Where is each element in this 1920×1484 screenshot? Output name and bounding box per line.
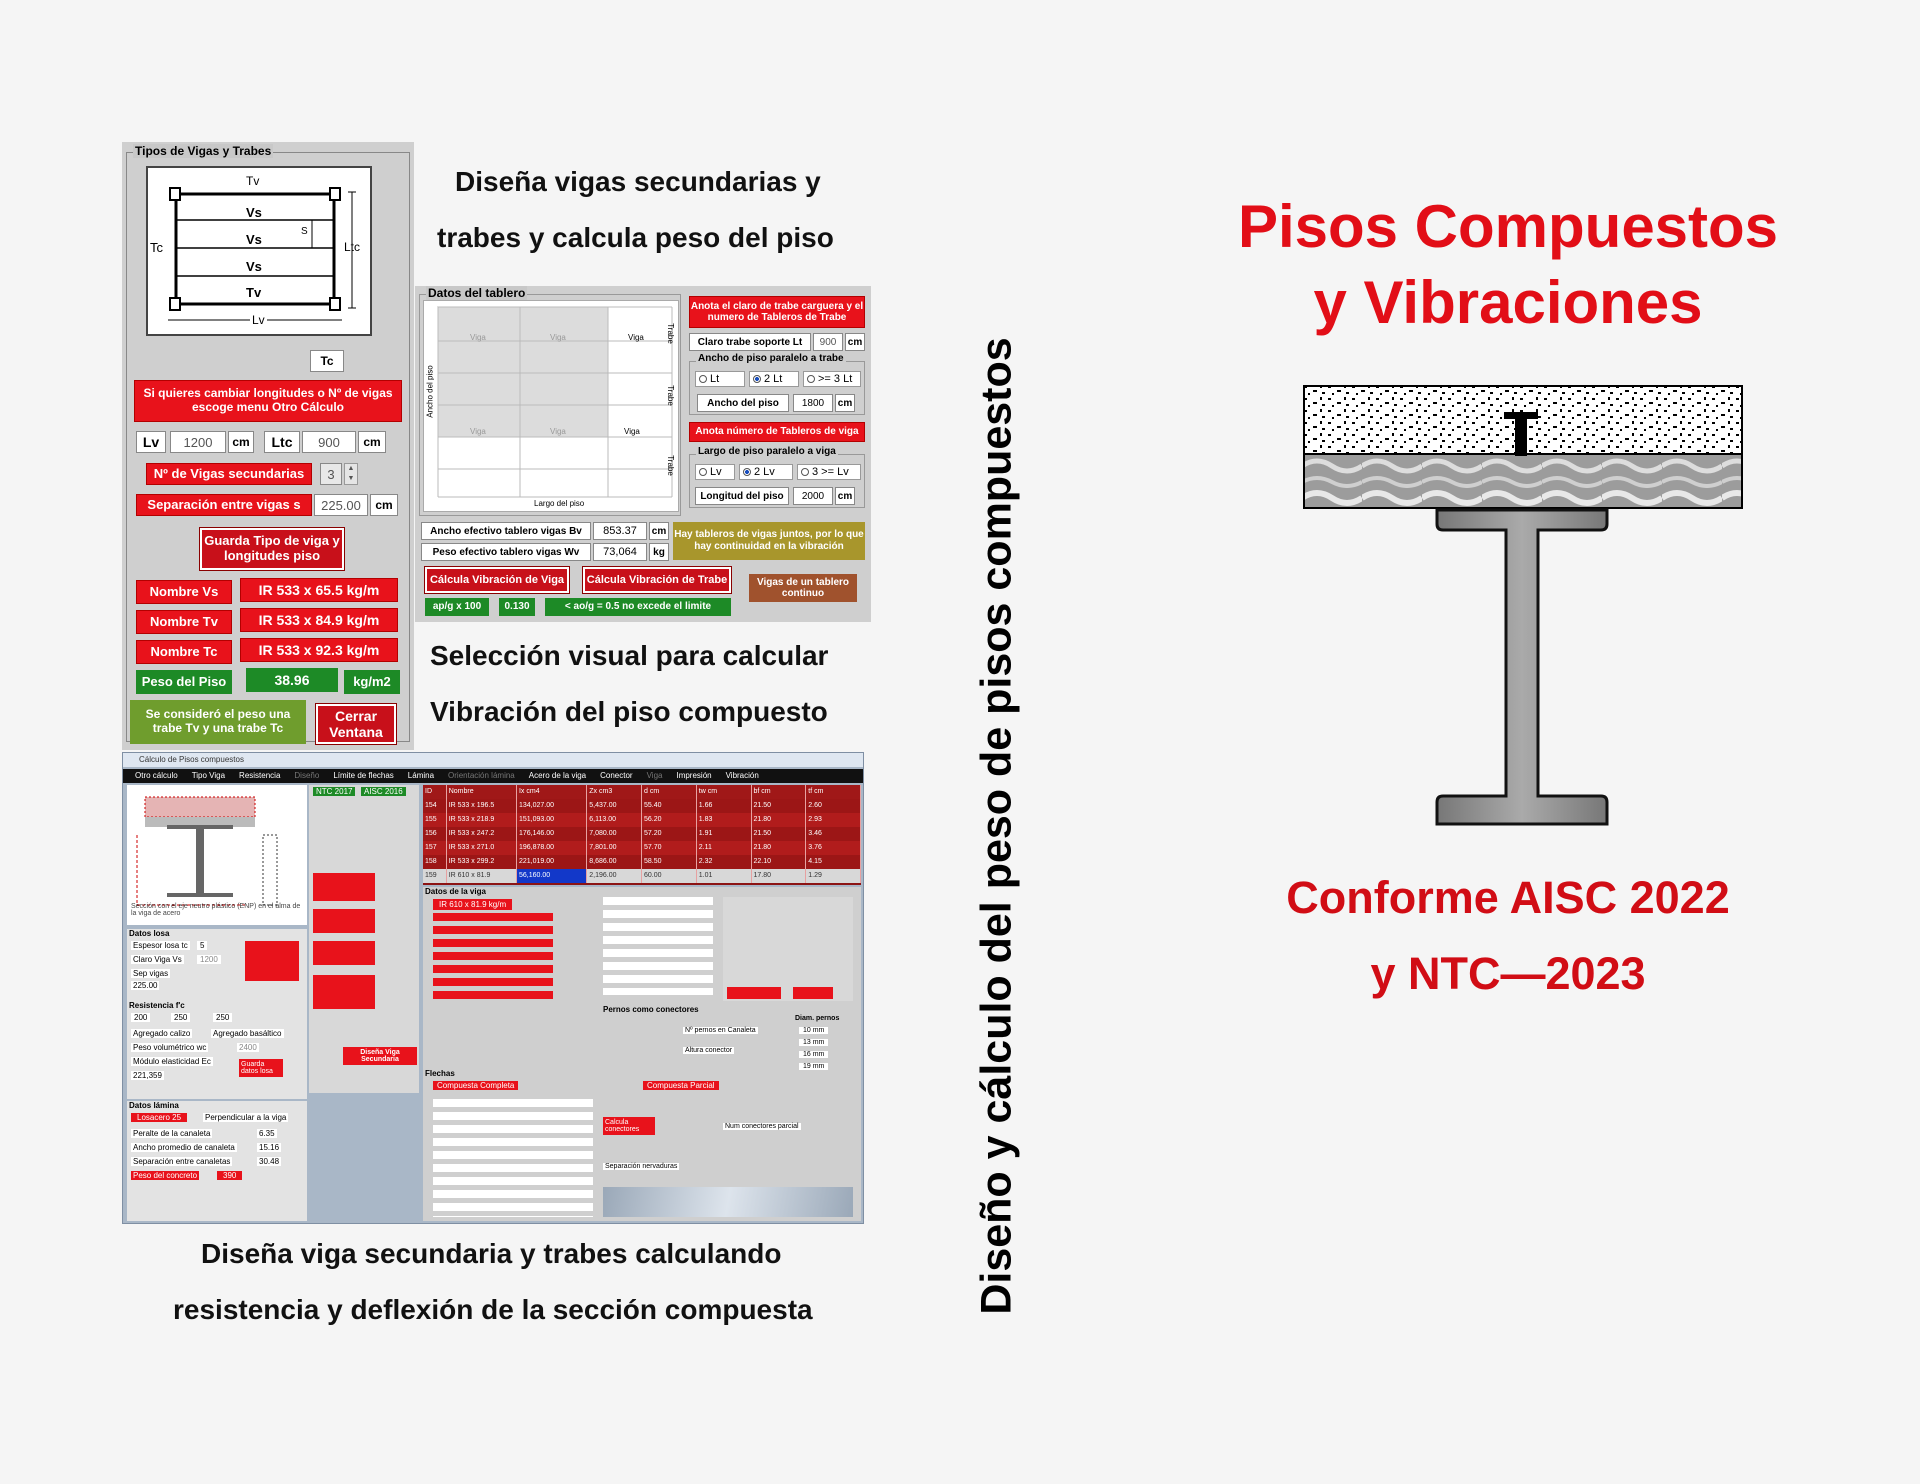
table-cell: 176,146.00 bbox=[517, 827, 587, 841]
cover-title-line-2: y Vibraciones bbox=[1313, 269, 1703, 336]
composite-values bbox=[603, 897, 713, 995]
claro-unit: cm bbox=[845, 333, 865, 351]
table-cell: 156 bbox=[423, 827, 447, 841]
table-header-d: d cm bbox=[642, 785, 697, 799]
nombre-vs-label: Nombre Vs bbox=[136, 580, 232, 604]
diagram-label-ltc: Ltc bbox=[344, 240, 361, 254]
menu-orientacion[interactable]: Orientación lámina bbox=[448, 771, 515, 780]
table-cell: 134,027.00 bbox=[517, 799, 587, 813]
bv-label: Ancho efectivo tablero vigas Bv bbox=[421, 522, 591, 540]
board-data-panel bbox=[415, 286, 871, 622]
largo-option-2lv[interactable] bbox=[739, 464, 793, 480]
table-row[interactable] bbox=[423, 869, 861, 883]
bv-unit: cm bbox=[649, 522, 669, 540]
nombre-tc-label: Nombre Tc bbox=[136, 640, 232, 664]
table-cell: 151,093.00 bbox=[517, 813, 587, 827]
table-cell: 55.40 bbox=[642, 799, 697, 813]
menu-conector[interactable]: Conector bbox=[600, 771, 633, 780]
separacion-label: Separación entre vigas s bbox=[136, 494, 312, 516]
table-cell: 1.01 bbox=[697, 869, 752, 883]
largo-option-3lv[interactable] bbox=[797, 464, 861, 480]
diagram-label-tv-top: Tv bbox=[246, 174, 260, 188]
radio-icon bbox=[699, 375, 707, 383]
beam-data-area bbox=[423, 887, 861, 1221]
claro-label: Claro trabe soporte Lt bbox=[689, 333, 811, 351]
ancho-option-3lt-label: >= 3 Lt bbox=[818, 373, 853, 385]
table-row[interactable] bbox=[423, 841, 861, 855]
table-cell: 57.20 bbox=[642, 827, 697, 841]
peso-vol-input[interactable]: 2400 bbox=[239, 1043, 257, 1052]
table-cell: 1.66 bbox=[697, 799, 752, 813]
grid-label-ancho: Ancho del piso bbox=[425, 365, 435, 418]
radio-icon bbox=[801, 468, 809, 476]
peso-piso-label: Peso del Piso bbox=[136, 670, 232, 694]
table-cell: IR 610 x 81.9 bbox=[447, 869, 517, 883]
menu-tipo-viga[interactable]: Tipo Viga bbox=[191, 771, 226, 780]
calc-girder-vibration-button[interactable]: Cálcula Vibración de Trabe bbox=[583, 567, 731, 593]
table-cell: 1.83 bbox=[697, 813, 752, 827]
ancho-option-lt-label: Lt bbox=[710, 373, 720, 385]
grid-label-trabe-1: Trabe bbox=[665, 323, 675, 344]
radio-icon bbox=[807, 375, 815, 383]
steel-beam-illustration bbox=[1302, 384, 1744, 826]
compuesta-parcial: Compuesta Parcial bbox=[643, 1081, 719, 1090]
radio-selected-icon bbox=[753, 375, 761, 383]
ltc-input[interactable]: 900 bbox=[302, 431, 356, 453]
tc-label: Tc bbox=[310, 350, 344, 372]
table-cell: 21.50 bbox=[752, 827, 807, 841]
losa-section bbox=[127, 929, 307, 1099]
num-pernos-label: Nº pernos en Canaleta bbox=[685, 1027, 756, 1034]
table-cell: 17.80 bbox=[752, 869, 807, 883]
ancho-option-lt[interactable] bbox=[695, 371, 745, 387]
table-cell: 3.76 bbox=[806, 841, 861, 855]
peralte-value: 6.35 bbox=[259, 1129, 275, 1138]
menu-acero[interactable]: Acero de la viga bbox=[528, 771, 587, 780]
lv-unit: cm bbox=[228, 431, 254, 453]
tab-aisc[interactable]: AISC 2016 bbox=[361, 787, 406, 796]
save-beam-type-button[interactable]: Guarda Tipo de viga y longitudes piso bbox=[200, 528, 344, 570]
grid-label-viga-4: Viga bbox=[470, 427, 486, 436]
window-menubar bbox=[123, 769, 863, 783]
diagram-label-vs1: Vs bbox=[246, 205, 262, 220]
close-window-button[interactable]: Cerrar Ventana bbox=[316, 704, 396, 744]
table-cell: 221,019.00 bbox=[517, 855, 587, 869]
table-header-nombre: Nombre bbox=[447, 785, 517, 799]
menu-limite-flechas[interactable]: Límite de flechas bbox=[333, 771, 394, 780]
cover-title-line-1: Pisos Compuestos bbox=[1237, 193, 1779, 260]
guarda-losa-button[interactable]: Guarda datos losa bbox=[239, 1059, 283, 1077]
caption-1-line-2: trabes y calcula peso del piso bbox=[437, 222, 834, 253]
largo-option-lv-label: Lv bbox=[710, 466, 722, 478]
caption-2-line-1: Selección visual para calcular bbox=[430, 640, 829, 671]
menu-viga[interactable]: Viga bbox=[646, 771, 663, 780]
bv-value: 853.37 bbox=[593, 522, 647, 540]
lamina-orientation: Perpendicular a la viga bbox=[205, 1113, 287, 1122]
table-cell: IR 533 x 271.0 bbox=[447, 841, 517, 855]
largo-option-3lv-label: 3 >= Lv bbox=[812, 466, 849, 478]
beam-properties-list bbox=[433, 913, 553, 1003]
diam-option-10[interactable]: 10 mm bbox=[799, 1027, 828, 1034]
cover-subtitle-line-1: Conforme AISC 2022 bbox=[1286, 872, 1730, 923]
table-header bbox=[423, 785, 861, 799]
table-row[interactable] bbox=[423, 799, 861, 813]
partial-composite bbox=[723, 897, 853, 1001]
calc-beam-vibration-button[interactable]: Cálcula Vibración de Viga bbox=[425, 567, 569, 593]
diagram-label-tv-bottom: Tv bbox=[246, 285, 262, 300]
table-cell: 56,160.00 bbox=[517, 869, 587, 883]
nombre-tv-value: IR 533 x 84.9 kg/m bbox=[240, 608, 398, 632]
ancho-prom-label: Ancho promedio de canaleta bbox=[133, 1143, 235, 1152]
grid-label-viga-1: Viga bbox=[470, 333, 486, 342]
modulo-value: 221,359 bbox=[133, 1071, 162, 1080]
steel-deck-image bbox=[603, 1187, 853, 1217]
section-caption: Sección con el eje neutro plástico (ENP) en el alma de la viga de acero bbox=[131, 903, 301, 917]
flechas-title: Flechas bbox=[425, 1069, 455, 1078]
largo-label: Longitud del piso bbox=[695, 487, 789, 505]
apg-result: < ao/g = 0.5 no excede el limite bbox=[545, 598, 731, 616]
peso-piso-value: 38.96 bbox=[246, 668, 338, 692]
grid-label-viga-6: Viga bbox=[624, 427, 640, 436]
table-cell: 196,878.00 bbox=[517, 841, 587, 855]
tab-ntc[interactable]: NTC 2017 bbox=[313, 787, 355, 796]
diagram-label-vs2: Vs bbox=[246, 232, 262, 247]
altura-conector-label: Altura conector bbox=[685, 1047, 733, 1054]
table-cell: 159 bbox=[423, 869, 447, 883]
largo-option-lv[interactable] bbox=[695, 464, 735, 480]
beam-layout-diagram bbox=[146, 166, 372, 336]
datos-losa-title: Datos losa bbox=[129, 929, 170, 938]
table-header-bf: bf cm bbox=[752, 785, 807, 799]
spine-title: Diseño y cálculo del peso de pisos compuestos bbox=[972, 337, 1021, 1315]
table-cell: 6,113.00 bbox=[587, 813, 642, 827]
table-cell: 4.15 bbox=[806, 855, 861, 869]
table-cell: 7,801.00 bbox=[587, 841, 642, 855]
sep-input[interactable]: 225.00 bbox=[133, 981, 158, 990]
separacion-nervaduras: Separación nervaduras bbox=[605, 1163, 678, 1170]
caption-3-line-1: Diseña viga secundaria y trabes calculando bbox=[201, 1238, 782, 1269]
beam-illustration-svg bbox=[1302, 384, 1744, 826]
beam-types-group-title: Tipos de Vigas y Trabes bbox=[135, 144, 272, 158]
table-cell: 2.93 bbox=[806, 813, 861, 827]
cover-subtitle-line-2: y NTC—2023 bbox=[1370, 948, 1646, 999]
mu-label bbox=[313, 975, 375, 1009]
grid-label-viga-5: Viga bbox=[550, 427, 566, 436]
table-cell: 56.20 bbox=[642, 813, 697, 827]
caption-3-line-2: resistencia y deflexión de la sección compuesta bbox=[173, 1294, 813, 1325]
change-lengths-note: Si quieres cambiar longitudes o Nº de vigas escoge menu Otro Cálculo bbox=[134, 380, 402, 422]
apg-label: ap/g x 100 bbox=[425, 598, 489, 616]
caption-1-line-1: Diseña vigas secundarias y bbox=[455, 166, 821, 197]
separacion-can-value: 30.48 bbox=[259, 1157, 280, 1166]
lamina-section bbox=[127, 1101, 307, 1221]
calcula-parcial-button[interactable] bbox=[793, 987, 833, 999]
composite-floor-window bbox=[122, 752, 864, 1224]
wv-label: Peso efectivo tablero vigas Wv bbox=[421, 543, 591, 561]
claro-viga-label: Claro Viga Vs bbox=[133, 955, 182, 964]
table-cell: IR 533 x 299.2 bbox=[447, 855, 517, 869]
table-cell: 22.10 bbox=[752, 855, 807, 869]
table-cell: 58.50 bbox=[642, 855, 697, 869]
table-cell: IR 533 x 218.9 bbox=[447, 813, 517, 827]
agregado-basaltico[interactable]: Agregado basáltico bbox=[213, 1029, 282, 1038]
continuous-board-button[interactable]: Vigas de un tablero continuo bbox=[749, 574, 857, 602]
disena-viga-button[interactable]: Diseña Viga Secundaria bbox=[343, 1047, 417, 1065]
separacion-input[interactable]: 225.00 bbox=[314, 494, 368, 516]
separacion-can-label: Separación entre canaletas bbox=[133, 1157, 231, 1166]
cv-label bbox=[313, 909, 375, 933]
anota-espesor-note bbox=[245, 941, 299, 981]
table-body bbox=[423, 799, 861, 883]
agregado-calizo[interactable]: Agregado calizo bbox=[133, 1029, 191, 1038]
sep-label: Sep vigas bbox=[133, 969, 169, 978]
diam-option-13[interactable]: 13 mm bbox=[799, 1039, 828, 1046]
menu-lamina[interactable]: Lámina bbox=[407, 771, 435, 780]
claro-viga-input[interactable]: 1200 bbox=[197, 955, 221, 964]
menu-diseno[interactable]: Diseño bbox=[294, 771, 320, 780]
table-cell: 21.50 bbox=[752, 799, 807, 813]
section-drawing bbox=[127, 785, 307, 925]
weight-note: Se consideró el peso una trabe Tv y una trabe Tc bbox=[130, 700, 306, 744]
peso-piso-unit: kg/m2 bbox=[344, 670, 400, 694]
datos-viga-title: Datos de la viga bbox=[425, 887, 486, 896]
lamina-name: Losacero 25 bbox=[131, 1113, 187, 1122]
radio-icon bbox=[699, 468, 707, 476]
claro-note: Anota el claro de trabe carguera y el numero de Tableros de Trabe bbox=[689, 296, 865, 328]
table-cell: IR 533 x 247.2 bbox=[447, 827, 517, 841]
nombre-tv-label: Nombre Tv bbox=[136, 610, 232, 634]
fc-option-250b[interactable]: 250 bbox=[213, 1013, 232, 1022]
board-data-group-title: Datos del tablero bbox=[428, 286, 526, 300]
calcula-conectores-button[interactable]: Calcula conectores bbox=[603, 1117, 655, 1135]
table-cell: 2,196.00 bbox=[587, 869, 642, 883]
table-cell: 5,437.00 bbox=[587, 799, 642, 813]
table-cell: 154 bbox=[423, 799, 447, 813]
wv-unit: kg bbox=[649, 543, 669, 561]
fc-option-200[interactable]: 200 bbox=[131, 1013, 150, 1022]
table-cell: 3.46 bbox=[806, 827, 861, 841]
table-cell: 21.80 bbox=[752, 841, 807, 855]
grid-label-viga-3: Viga bbox=[628, 333, 644, 342]
ltc-label: Ltc bbox=[264, 431, 300, 453]
table-cell: 2.11 bbox=[697, 841, 752, 855]
datos-lamina-title: Datos lámina bbox=[129, 1101, 179, 1110]
compuesta-completa: Compuesta Completa bbox=[433, 1081, 518, 1090]
ancho-label: Ancho del piso bbox=[697, 394, 789, 412]
grid-label-viga-2: Viga bbox=[550, 333, 566, 342]
espesor-label: Espesor losa tc bbox=[133, 941, 188, 950]
sections-table bbox=[423, 785, 861, 885]
table-cell: 158 bbox=[423, 855, 447, 869]
carga-label bbox=[313, 941, 375, 965]
table-cell: 57.70 bbox=[642, 841, 697, 855]
pernos-title: Pernos como conectores bbox=[603, 1005, 699, 1014]
diam-option-19[interactable]: 19 mm bbox=[799, 1063, 828, 1070]
deflection-list bbox=[433, 1099, 593, 1217]
modulo-label: Módulo elasticidad Ec bbox=[133, 1057, 211, 1066]
wv-value: 73,064 bbox=[593, 543, 647, 561]
grid-label-largo: Largo del piso bbox=[534, 499, 585, 508]
diam-pernos-title: Diam. pernos bbox=[795, 1015, 840, 1022]
table-header-zx: Zx cm3 bbox=[587, 785, 642, 799]
diam-option-16[interactable]: 16 mm bbox=[799, 1051, 828, 1058]
table-cell: 60.00 bbox=[642, 869, 697, 883]
table-cell: 1.91 bbox=[697, 827, 752, 841]
table-cell: 157 bbox=[423, 841, 447, 855]
menu-vibracion[interactable]: Vibración bbox=[725, 771, 759, 780]
grid-label-trabe-2: Trabe bbox=[665, 385, 675, 406]
table-cell: 1.29 bbox=[806, 869, 861, 883]
num-vigas-spinner[interactable]: ▲ ▼ bbox=[344, 463, 358, 485]
table-header-tf: tf cm bbox=[806, 785, 861, 799]
claro-input[interactable]: 900 bbox=[813, 333, 843, 351]
espesor-input[interactable]: 5 bbox=[197, 941, 207, 950]
separacion-unit: cm bbox=[370, 494, 398, 516]
ancho-option-3lt[interactable] bbox=[803, 371, 861, 387]
peso-concreto-value: 390 bbox=[217, 1171, 242, 1180]
nombre-vs-value: IR 533 x 65.5 kg/m bbox=[240, 578, 398, 602]
continuity-note: Hay tableros de vigas juntos, por lo que hay continuidad en la vibración bbox=[673, 522, 865, 560]
table-header-ix: Ix cm4 bbox=[517, 785, 587, 799]
menu-resistencia[interactable]: Resistencia bbox=[239, 771, 281, 780]
table-header-id: ID bbox=[423, 785, 447, 799]
grid-label-trabe-3: Trabe bbox=[665, 455, 675, 476]
table-row[interactable] bbox=[423, 813, 861, 827]
calcula-a-button[interactable] bbox=[727, 987, 781, 999]
lv-input[interactable]: 1200 bbox=[170, 431, 226, 453]
ancho-prom-value: 15.16 bbox=[259, 1143, 280, 1152]
num-vigas-label: Nº de Vigas secundarias bbox=[146, 463, 312, 485]
fc-option-250[interactable]: 250 bbox=[171, 1013, 190, 1022]
table-cell: IR 533 x 196.5 bbox=[447, 799, 517, 813]
beam-types-panel bbox=[122, 142, 414, 750]
resistencia-title: Resistencia f'c bbox=[129, 1001, 185, 1010]
table-cell: 7,080.00 bbox=[587, 827, 642, 841]
table-header-tw: tw cm bbox=[697, 785, 752, 799]
ancho-option-2lt[interactable] bbox=[749, 371, 799, 387]
nombre-viga-value: IR 610 x 81.9 kg/m bbox=[433, 899, 512, 910]
peralte-label: Peralte de la canaleta bbox=[133, 1129, 211, 1138]
diagram-label-lv: Lv bbox=[252, 313, 265, 327]
table-cell: 155 bbox=[423, 813, 447, 827]
table-row[interactable] bbox=[423, 855, 861, 869]
table-row[interactable] bbox=[423, 827, 861, 841]
lv-label: Lv bbox=[136, 431, 166, 453]
largo-input[interactable]: 2000 bbox=[793, 487, 833, 505]
ltc-unit: cm bbox=[358, 431, 386, 453]
peso-vol-label: Peso volumétrico wc bbox=[133, 1043, 207, 1052]
design-inputs bbox=[309, 785, 419, 1093]
board-grid bbox=[423, 300, 679, 512]
table-cell: 2.32 bbox=[697, 855, 752, 869]
diagram-label-vs3: Vs bbox=[246, 259, 262, 274]
viga-note: Anota número de Tableros de viga bbox=[689, 422, 865, 442]
nombre-tc-value: IR 533 x 92.3 kg/m bbox=[240, 638, 398, 662]
table-cell: 2.60 bbox=[806, 799, 861, 813]
ancho-option-2lt-label: 2 Lt bbox=[764, 373, 783, 385]
radio-selected-icon bbox=[743, 468, 751, 476]
table-cell: 8,686.00 bbox=[587, 855, 642, 869]
sobre-cm-label bbox=[313, 873, 375, 901]
largo-group-title: Largo de piso paralelo a viga bbox=[698, 446, 836, 457]
window-titlebar bbox=[123, 753, 863, 767]
peso-concreto-label: Peso del concreto bbox=[133, 1171, 198, 1180]
table-cell: 21.80 bbox=[752, 813, 807, 827]
ancho-unit: cm bbox=[835, 394, 855, 412]
largo-option-2lv-label: 2 Lv bbox=[754, 466, 775, 478]
ancho-input[interactable]: 1800 bbox=[793, 394, 833, 412]
ancho-group-title: Ancho de piso paralelo a trabe bbox=[698, 353, 844, 364]
diagram-label-s: S bbox=[301, 226, 308, 237]
num-conectores-parcial: Num conectores parcial bbox=[725, 1123, 799, 1130]
num-vigas-input[interactable]: 3 bbox=[320, 463, 342, 485]
beam-layout-svg bbox=[148, 168, 370, 334]
diagram-label-tc: Tc bbox=[150, 240, 163, 255]
apg-value: 0.130 bbox=[499, 598, 535, 616]
caption-2-line-2: Vibración del piso compuesto bbox=[430, 696, 828, 727]
menu-impresion[interactable]: Impresión bbox=[676, 771, 712, 780]
largo-unit: cm bbox=[835, 487, 855, 505]
menu-otro-calculo[interactable]: Otro cálculo bbox=[135, 771, 178, 780]
window-title: Cálculo de Pisos compuestos bbox=[139, 755, 244, 764]
